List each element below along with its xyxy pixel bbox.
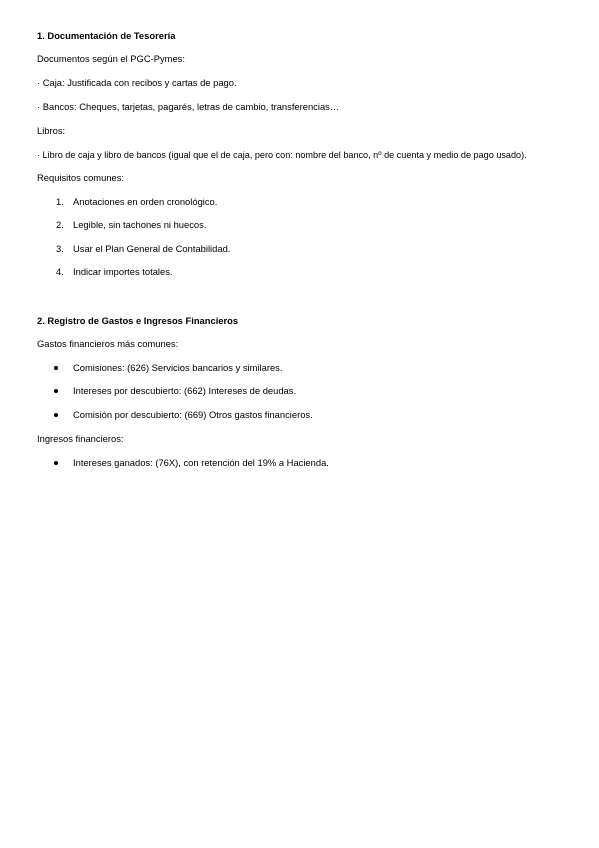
ingresos-label: Ingresos financieros:: [37, 433, 124, 444]
list-item: Comisiones: (626) Servicios bancarios y similares.: [73, 362, 283, 373]
list-item: Intereses ganados: (76X), con retención del 19% a Hacienda.: [73, 457, 329, 468]
gastos-label: Gastos financieros más comunes:: [37, 338, 179, 349]
list-number: 4.: [56, 266, 64, 277]
requisitos-label: Requisitos comunes:: [37, 172, 125, 183]
list-number: 3.: [56, 243, 64, 254]
libros-label: Libros:: [37, 125, 66, 136]
caja-line: · Caja: Justificada con recibos y cartas de pago.: [37, 77, 237, 88]
list-item: Usar el Plan General de Contabilidad.: [73, 243, 231, 254]
section-2-heading: 2. Registro de Gastos e Ingresos Financieros: [37, 315, 239, 326]
bullet-icon: [54, 366, 58, 370]
list-item: Anotaciones en orden cronológico.: [73, 196, 218, 207]
list-item: Indicar importes totales.: [73, 266, 173, 277]
bancos-line: · Bancos: Cheques, tarjetas, pagarés, letras de cambio, transferencias…: [37, 101, 340, 112]
documents-intro: Documentos según el PGC-Pymes:: [37, 53, 185, 64]
bullet-icon: [54, 461, 58, 465]
list-number: 1.: [56, 196, 64, 207]
list-item: Intereses por descubierto: (662) Intereses de deudas.: [73, 385, 297, 396]
section-1-heading: 1. Documentación de Tesorería: [37, 30, 176, 41]
list-item: Legible, sin tachones ni huecos.: [73, 219, 207, 230]
libros-item: · Libro de caja y libro de bancos (igual que el de caja, pero con: nombre del banco, nº de cuenta y medio de pago usado).: [37, 150, 527, 160]
list-item: Comisión por descubierto: (669) Otros gastos financieros.: [73, 409, 313, 420]
list-number: 2.: [56, 219, 64, 230]
bullet-icon: [54, 389, 58, 393]
bullet-icon: [54, 413, 58, 417]
